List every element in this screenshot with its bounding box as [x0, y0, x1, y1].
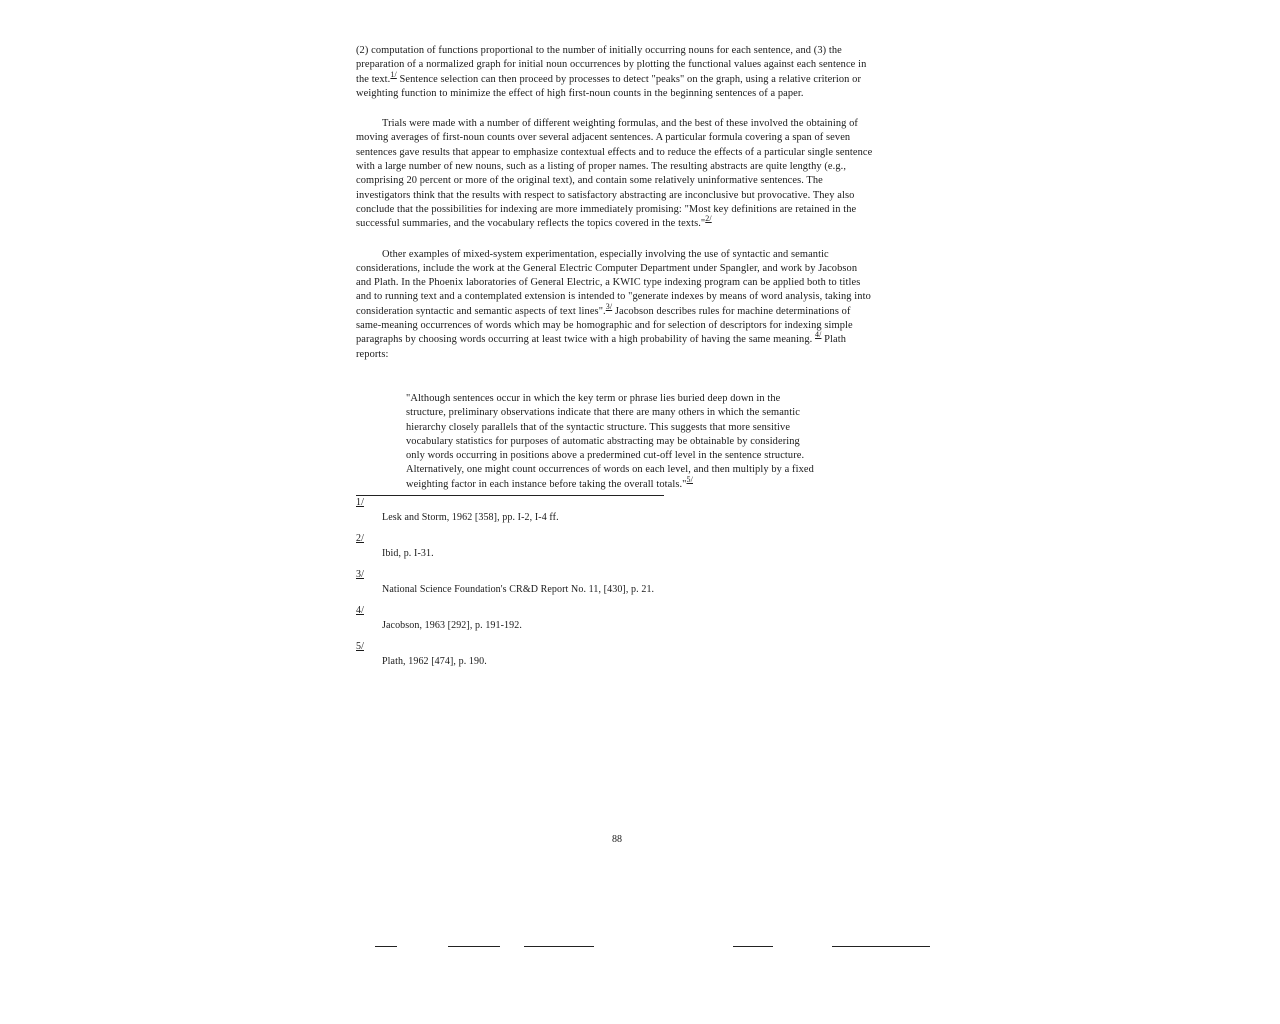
document-page [356, 44, 874, 676]
footnote-mark: 4/ [356, 605, 364, 617]
block-quote-text: "Although sentences occur in which the key term or phrase lies buried deep down in the structure, preliminary observations indicate that there are many others in which the semantic hierarchy closely parallels that of the syntactic structure. This suggests that more sensitive vocabulary statistics for purposes of automatic abstracting may be obtainable by considering only words occurring in positions above a predermined cut-off level in the sentence structure. Alternatively, one might count occurrences of words on each level, and then multiply by a fixed weighting factor in each instance before taking the overall totals." [406, 392, 814, 490]
footnote-mark: 3/ [356, 569, 364, 581]
footnote-ref-2[interactable]: 2/ [705, 214, 712, 224]
scan-artifact-line [733, 946, 773, 947]
footnote-ref-5[interactable]: 5/ [686, 474, 693, 484]
paragraph-2 [356, 117, 874, 231]
page-number: 88 [612, 834, 622, 845]
paragraph-1-text-end: Sentence selection can then proceed by processes to detect "peaks" on the graph, using a relative criterion or weighting function to minimize the effect of high first-noun counts in the beginning sentences of a paper. [356, 73, 861, 99]
paragraph-3-text-c: Plath reports: [356, 334, 847, 360]
footnote-text: Ibid, p. I-31. [382, 548, 434, 560]
scan-artifact-line [448, 946, 500, 947]
footnote [356, 568, 874, 604]
footnote-ref-1[interactable]: 1/ [390, 69, 397, 79]
footnote [356, 604, 874, 640]
footnote-mark: 2/ [356, 533, 364, 545]
footnote [356, 532, 874, 568]
footnote-ref-3[interactable]: 3/ [605, 301, 613, 311]
paragraph-3-text-b: Jacobson describes rules for machine determinations of same-meaning occurrences of words which may be homographic and for selection of descriptors for indexing simple paragraphs by choosing words occurring at least twice with a high probability of having the same meaning. [356, 305, 853, 346]
scan-artifact-line [375, 946, 397, 947]
scan-artifact-line [524, 946, 594, 947]
footnote-text: Plath, 1962 [474], p. 190. [382, 656, 487, 668]
scan-artifact-line [832, 946, 930, 947]
footnote-mark: 1/ [356, 497, 364, 509]
paragraph-3-text-a: Other examples of mixed-system experimentation, especially involving the use of syntactic and semantic considerations, include the work at the General Electric Computer Department under Spangler, and work by Jacobson and Plath. In the Phoenix laboratories of General Electric, a KWIC type indexing program can be applied both to titles and to running text and a contemplated extension is intended to "generate indexes by means of word analysis, taking into consideration syntactic and semantic aspects of text lines". [356, 248, 871, 317]
footnote [356, 640, 874, 676]
footnote-mark: 5/ [356, 641, 364, 653]
footnote-text: Lesk and Storm, 1962 [358], pp. I-2, I-4 ff. [382, 512, 559, 524]
paragraph-1 [356, 44, 874, 101]
footnote-text: Jacobson, 1963 [292], p. 191-192. [382, 620, 522, 632]
block-quote [406, 392, 818, 492]
paragraph-2-text: Trials were made with a number of different weighting formulas, and the best of these involved the obtaining of moving averages of first-noun counts over several adjacent sentences. A particular formula covering a span of seven sentences gave results that appear to emphasize contextual effects and to reduce the effects of a particular single sentence with a large number of new nouns, such as a listing of proper names. The resulting abstracts are quite lengthy (e.g., comprising 20 percent or more of the original text), and contain some relatively uninformative sentences. The investigators think that the results with respect to satisfactory abstracting are inconclusive but provocative. They also conclude that the possibilities for indexing are more immediately promising: "Most key definitions are retained in the successful summaries, and the vocabulary reflects the topics covered in the texts." [356, 118, 873, 230]
paragraph-3 [356, 248, 874, 362]
footnote [356, 496, 874, 532]
footnote-text: National Science Foundation's CR&D Report No. 11, [430], p. 21. [382, 584, 655, 596]
footnote-ref-4[interactable]: 4/ [815, 330, 822, 340]
paragraph-1-text: (2) computation of functions proportional to the number of initially occurring nouns for each sentence, and (3) the preparation of a normalized graph for initial noun occurrences by plotting the functional values against each sentence in the text. [356, 45, 867, 85]
